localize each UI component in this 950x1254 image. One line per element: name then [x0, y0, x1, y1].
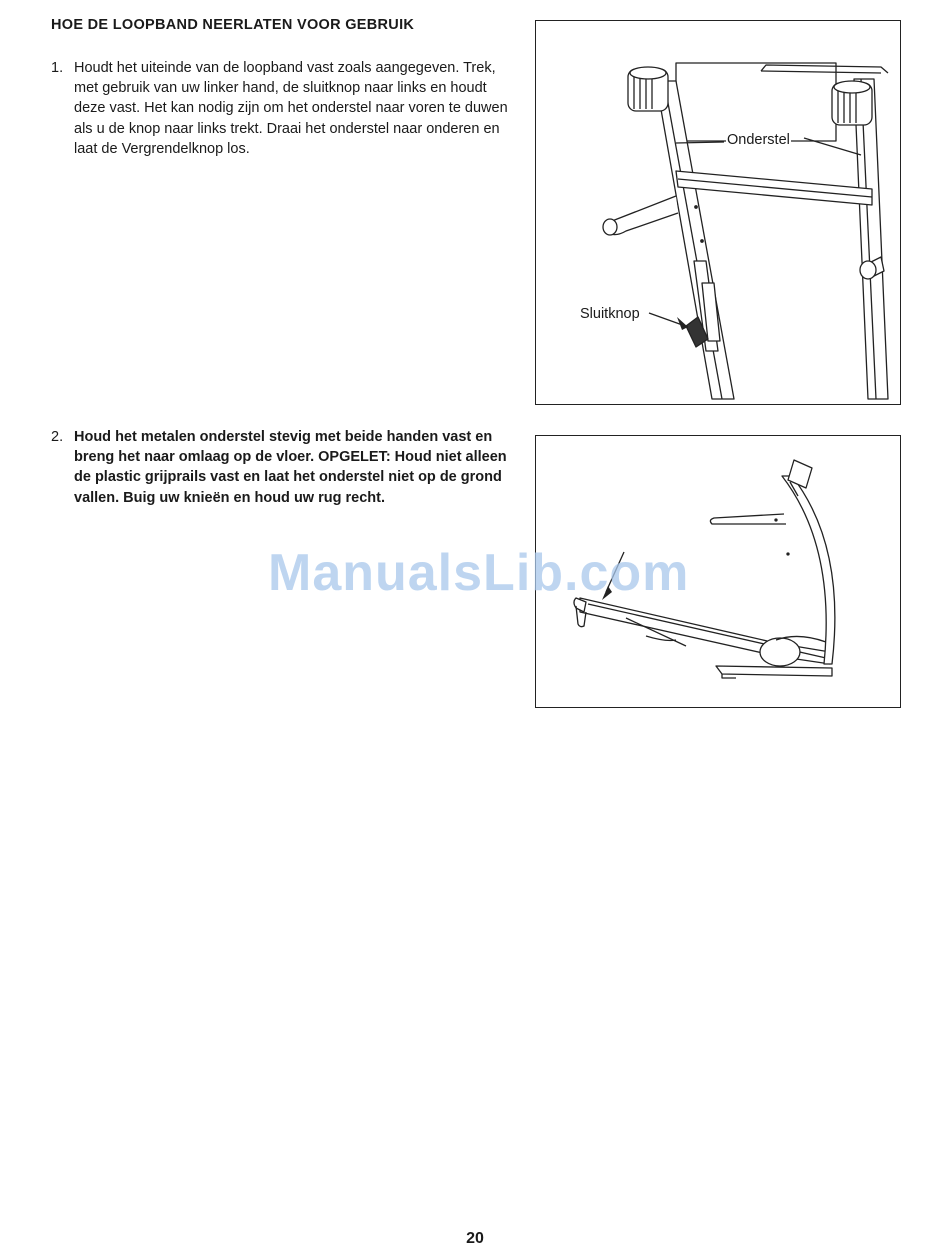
step-text: Houdt het uiteinde van de loopband vast zoals aangegeven. Trek, met gebruik van uw linker hand, de sluitknop naar links en houdt deze vast. Het kan nodig zijn om het onderstel naar voren te duwen als u de knop naar links trekt. Draai het onderstel naar onderen en laat de Vergrendelknop los.: [74, 60, 508, 157]
watermark: ManualsLib.com: [268, 544, 690, 602]
page-heading: HOE DE LOOPBAND NEERLATEN VOOR GEBRUIK: [51, 17, 415, 33]
step-number: 1.: [51, 60, 64, 76]
step-text: Houd het metalen onderstel stevig met beide handen vast en breng het naar omlaag op de vloer. OPGELET: Houd niet alleen de plastic grijprails vast en laat het onderstel niet op de grond vallen. Buig uw knieën en houd uw rug recht.: [74, 429, 507, 506]
frame-label: Onderstel: [727, 132, 790, 148]
figure-upright-treadmill: [535, 20, 901, 405]
instruction-step-1: [51, 58, 521, 159]
step-number: 2.: [51, 429, 64, 445]
treadmill-frame-illustration: [536, 21, 899, 403]
instruction-step-2: [51, 427, 521, 508]
page-number: 20: [466, 1230, 484, 1247]
latch-knob-label: Sluitknop: [580, 306, 640, 322]
